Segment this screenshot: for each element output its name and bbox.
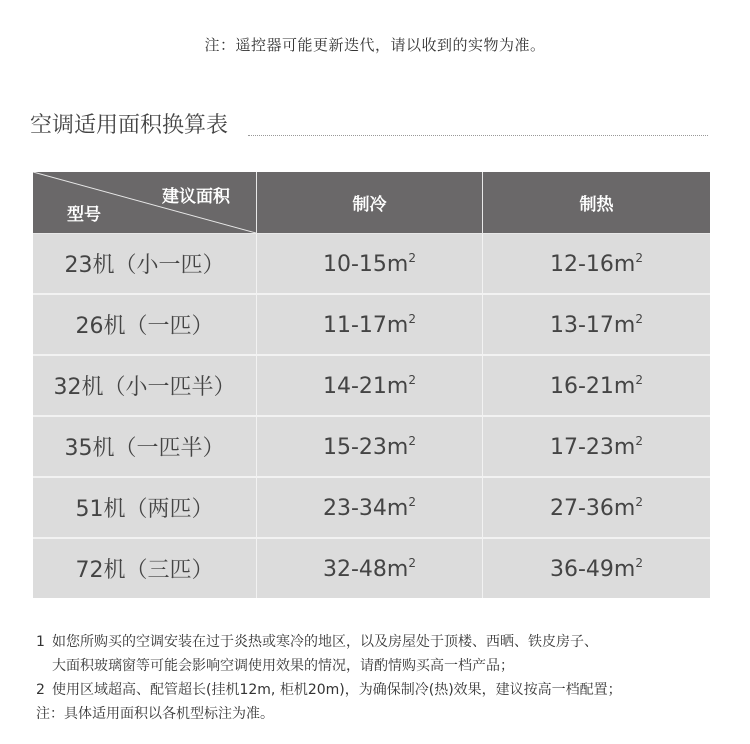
unit-superscript: 2 <box>408 372 416 387</box>
unit-superscript: 2 <box>635 433 643 448</box>
heating-area-cell <box>483 295 710 356</box>
model-cell: 51机（两匹） <box>33 478 257 539</box>
cooling-area-value: 32-48m <box>323 556 409 582</box>
table-body <box>33 234 710 598</box>
unit-superscript: 2 <box>635 311 643 326</box>
model-cell: 26机（一匹） <box>33 295 257 356</box>
heating-area-value: 17-23m <box>550 434 636 460</box>
header-cooling: 制冷 <box>257 172 483 234</box>
heating-area-cell <box>483 478 710 539</box>
table-row <box>33 539 710 598</box>
notes-section <box>36 630 736 726</box>
table-row <box>33 295 710 356</box>
cooling-area-value: 14-21m <box>323 373 409 399</box>
unit-superscript: 2 <box>408 311 416 326</box>
unit-superscript: 2 <box>408 494 416 509</box>
table-row <box>33 356 710 417</box>
unit-superscript: 2 <box>635 494 643 509</box>
unit-superscript: 2 <box>408 250 416 265</box>
heating-area-value: 12-16m <box>550 251 636 277</box>
header-model: 型号 <box>67 205 101 225</box>
note-1-number: 1 <box>36 634 45 650</box>
heating-area-cell <box>483 539 710 598</box>
unit-superscript: 2 <box>635 372 643 387</box>
heating-area-value: 27-36m <box>550 495 636 521</box>
cooling-area-value: 10-15m <box>323 251 409 277</box>
heating-area-value: 16-21m <box>550 373 636 399</box>
cooling-area-cell <box>257 295 483 356</box>
table-row <box>33 417 710 478</box>
heating-area-value: 13-17m <box>550 312 636 338</box>
cooling-area-value: 11-17m <box>323 312 409 338</box>
cooling-area-value: 15-23m <box>323 434 409 460</box>
area-conversion-table <box>33 172 710 598</box>
unit-superscript: 2 <box>408 433 416 448</box>
cooling-area-cell <box>257 539 483 598</box>
section-header <box>30 108 708 138</box>
section-title: 空调适用面积换算表 <box>30 113 229 138</box>
note-2-number: 2 <box>36 682 45 698</box>
model-cell: 23机（小一匹） <box>33 234 257 295</box>
header-diagonal-cell <box>33 172 257 234</box>
model-cell: 32机（小一匹半） <box>33 356 257 417</box>
model-cell: 35机（一匹半） <box>33 417 257 478</box>
table-header-row <box>33 172 710 234</box>
note-2 <box>36 678 736 702</box>
unit-superscript: 2 <box>635 555 643 570</box>
model-cell: 72机（三匹） <box>33 539 257 598</box>
title-dotted-rule <box>248 135 708 136</box>
heating-area-cell <box>483 356 710 417</box>
unit-superscript: 2 <box>408 555 416 570</box>
header-suggested-area: 建议面积 <box>162 187 230 207</box>
note-3: 注：具体适用面积以各机型标注为准。 <box>36 706 274 722</box>
note-1-line-1 <box>36 630 736 654</box>
remote-update-note: 注：遥控器可能更新迭代，请以收到的实物为准。 <box>204 36 546 54</box>
unit-superscript: 2 <box>635 250 643 265</box>
table-row <box>33 478 710 539</box>
note-1-text: 如您所购买的空调安装在过于炎热或寒冷的地区，以及房屋处于顶楼、西晒、铁皮房子、 <box>52 634 598 650</box>
heating-area-cell <box>483 234 710 295</box>
cooling-area-cell <box>257 234 483 295</box>
heating-area-value: 36-49m <box>550 556 636 582</box>
note-2-text: 使用区域超高、配管超长(挂机12m, 柜机20m)，为确保制冷(热)效果，建议按高一档配置； <box>52 682 622 698</box>
header-heating: 制热 <box>483 172 710 234</box>
cooling-area-cell <box>257 417 483 478</box>
cooling-area-value: 23-34m <box>323 495 409 521</box>
heating-area-cell <box>483 417 710 478</box>
cooling-area-cell <box>257 478 483 539</box>
table-row <box>33 234 710 295</box>
note-1-line-2: 大面积玻璃窗等可能会影响空调使用效果的情况，请酌情购买高一档产品； <box>52 658 514 674</box>
cooling-area-cell <box>257 356 483 417</box>
